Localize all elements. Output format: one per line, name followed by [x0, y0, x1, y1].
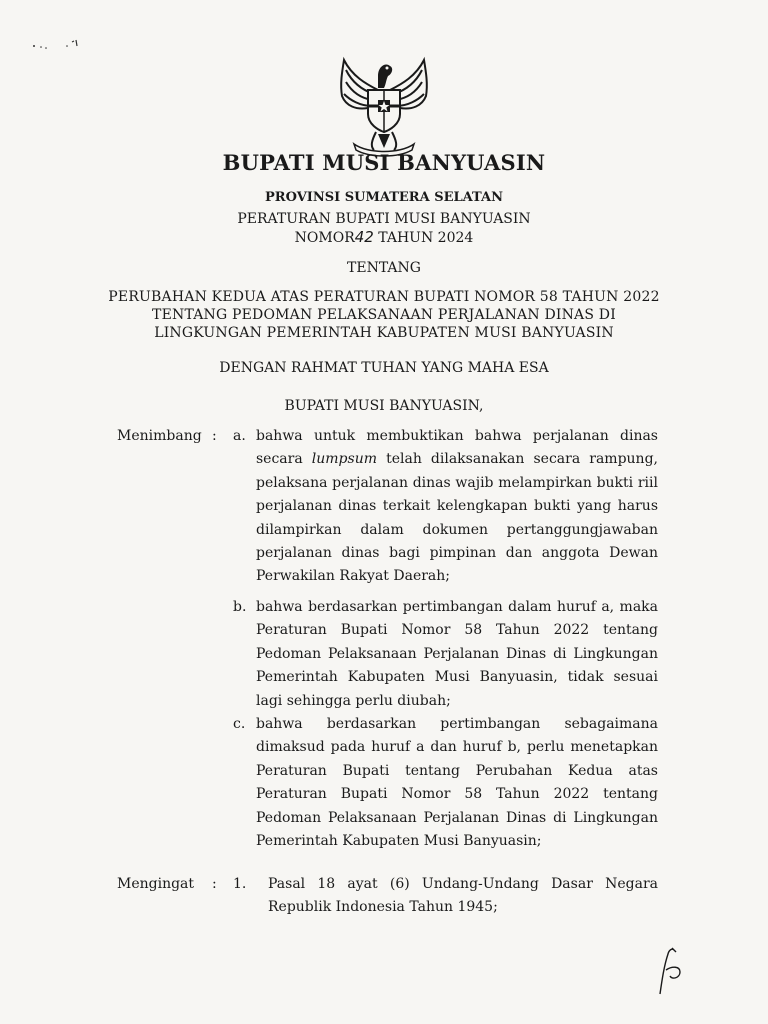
menimbang-item-a [256, 425, 658, 589]
mengingat-colon: : [212, 876, 217, 892]
mengingat-label: Mengingat [117, 876, 195, 892]
garuda-emblem-icon [328, 50, 440, 158]
handwritten-number: 42 [354, 228, 374, 246]
initial-signature-icon [636, 940, 696, 1000]
menimbang-label: Menimbang [117, 428, 202, 444]
bupati-line: BUPATI MUSI BANYUASIN, [284, 398, 484, 414]
regulation-type: PERATURAN BUPATI MUSI BANYUASIN [237, 211, 531, 227]
item-a-text-2: telah dilaksanakan secara rampung, pelaksana perjalanan dinas wajib melampirkan bukti riil perjalanan dinas terkait kelengkapan bukti yang harus dilampirkan dalam dokumen pertanggungjawaban perjalanan dinas bagi pimpinan dan anggota Dewan Perwakilan Rakyat Daerah; [256, 451, 658, 585]
item-a-text-1: bahwa untuk membuktikan bahwa perjalanan dinas secara [256, 428, 658, 468]
subject-line-2: TENTANG PEDOMAN PELAKSANAAN PERJALANAN DINAS DI [152, 307, 616, 323]
menimbang-colon: : [212, 428, 217, 444]
scan-specks [30, 34, 90, 54]
number-prefix: NOMOR [294, 230, 355, 246]
province-name: PROVINSI SUMATERA SELATAN [265, 190, 503, 205]
menimbang-marker-a: a. [233, 428, 246, 444]
subject-line-3: LINGKUNGAN PEMERINTAH KABUPATEN MUSI BANYUASIN [154, 325, 614, 341]
regulation-number [0, 228, 768, 246]
menimbang-marker-b: b. [233, 599, 247, 615]
subject-line-1: PERUBAHAN KEDUA ATAS PERATURAN BUPATI NOMOR 58 TAHUN 2022 [108, 289, 660, 305]
item-a-italic: lumpsum [311, 451, 377, 468]
document-title: BUPATI MUSI BANYUASIN [222, 150, 546, 175]
mengingat-marker-1: 1. [233, 876, 247, 892]
mengingat-item-1: Pasal 18 ayat (6) Undang-Undang Dasar Negara Republik Indonesia Tahun 1945; [268, 876, 658, 916]
menimbang-item-b: bahwa berdasarkan pertimbangan dalam huruf a, maka Peraturan Bupati Nomor 58 Tahun 2022 tentang Pedoman Pelaksanaan Perjalanan Dinas di Lingkungan Pemerintah Kabupaten Musi Banyuasin, tidak sesuai lagi sehingga perlu diubah; [256, 599, 658, 709]
number-suffix: TAHUN 2024 [373, 230, 474, 246]
about-heading: TENTANG [347, 260, 421, 276]
menimbang-marker-c: c. [233, 716, 246, 732]
blessing-line: DENGAN RAHMAT TUHAN YANG MAHA ESA [219, 360, 549, 376]
menimbang-item-c: bahwa berdasarkan pertimbangan sebagaimana dimaksud pada huruf a dan huruf b, perlu menetapkan Peraturan Bupati tentang Perubahan Kedua atas Peraturan Bupati Nomor 58 Tahun 2022 tentang Pedoman Pelaksanaan Perjalanan Dinas di Lingkungan Pemerintah Kabupaten Musi Banyuasin; [256, 716, 658, 850]
